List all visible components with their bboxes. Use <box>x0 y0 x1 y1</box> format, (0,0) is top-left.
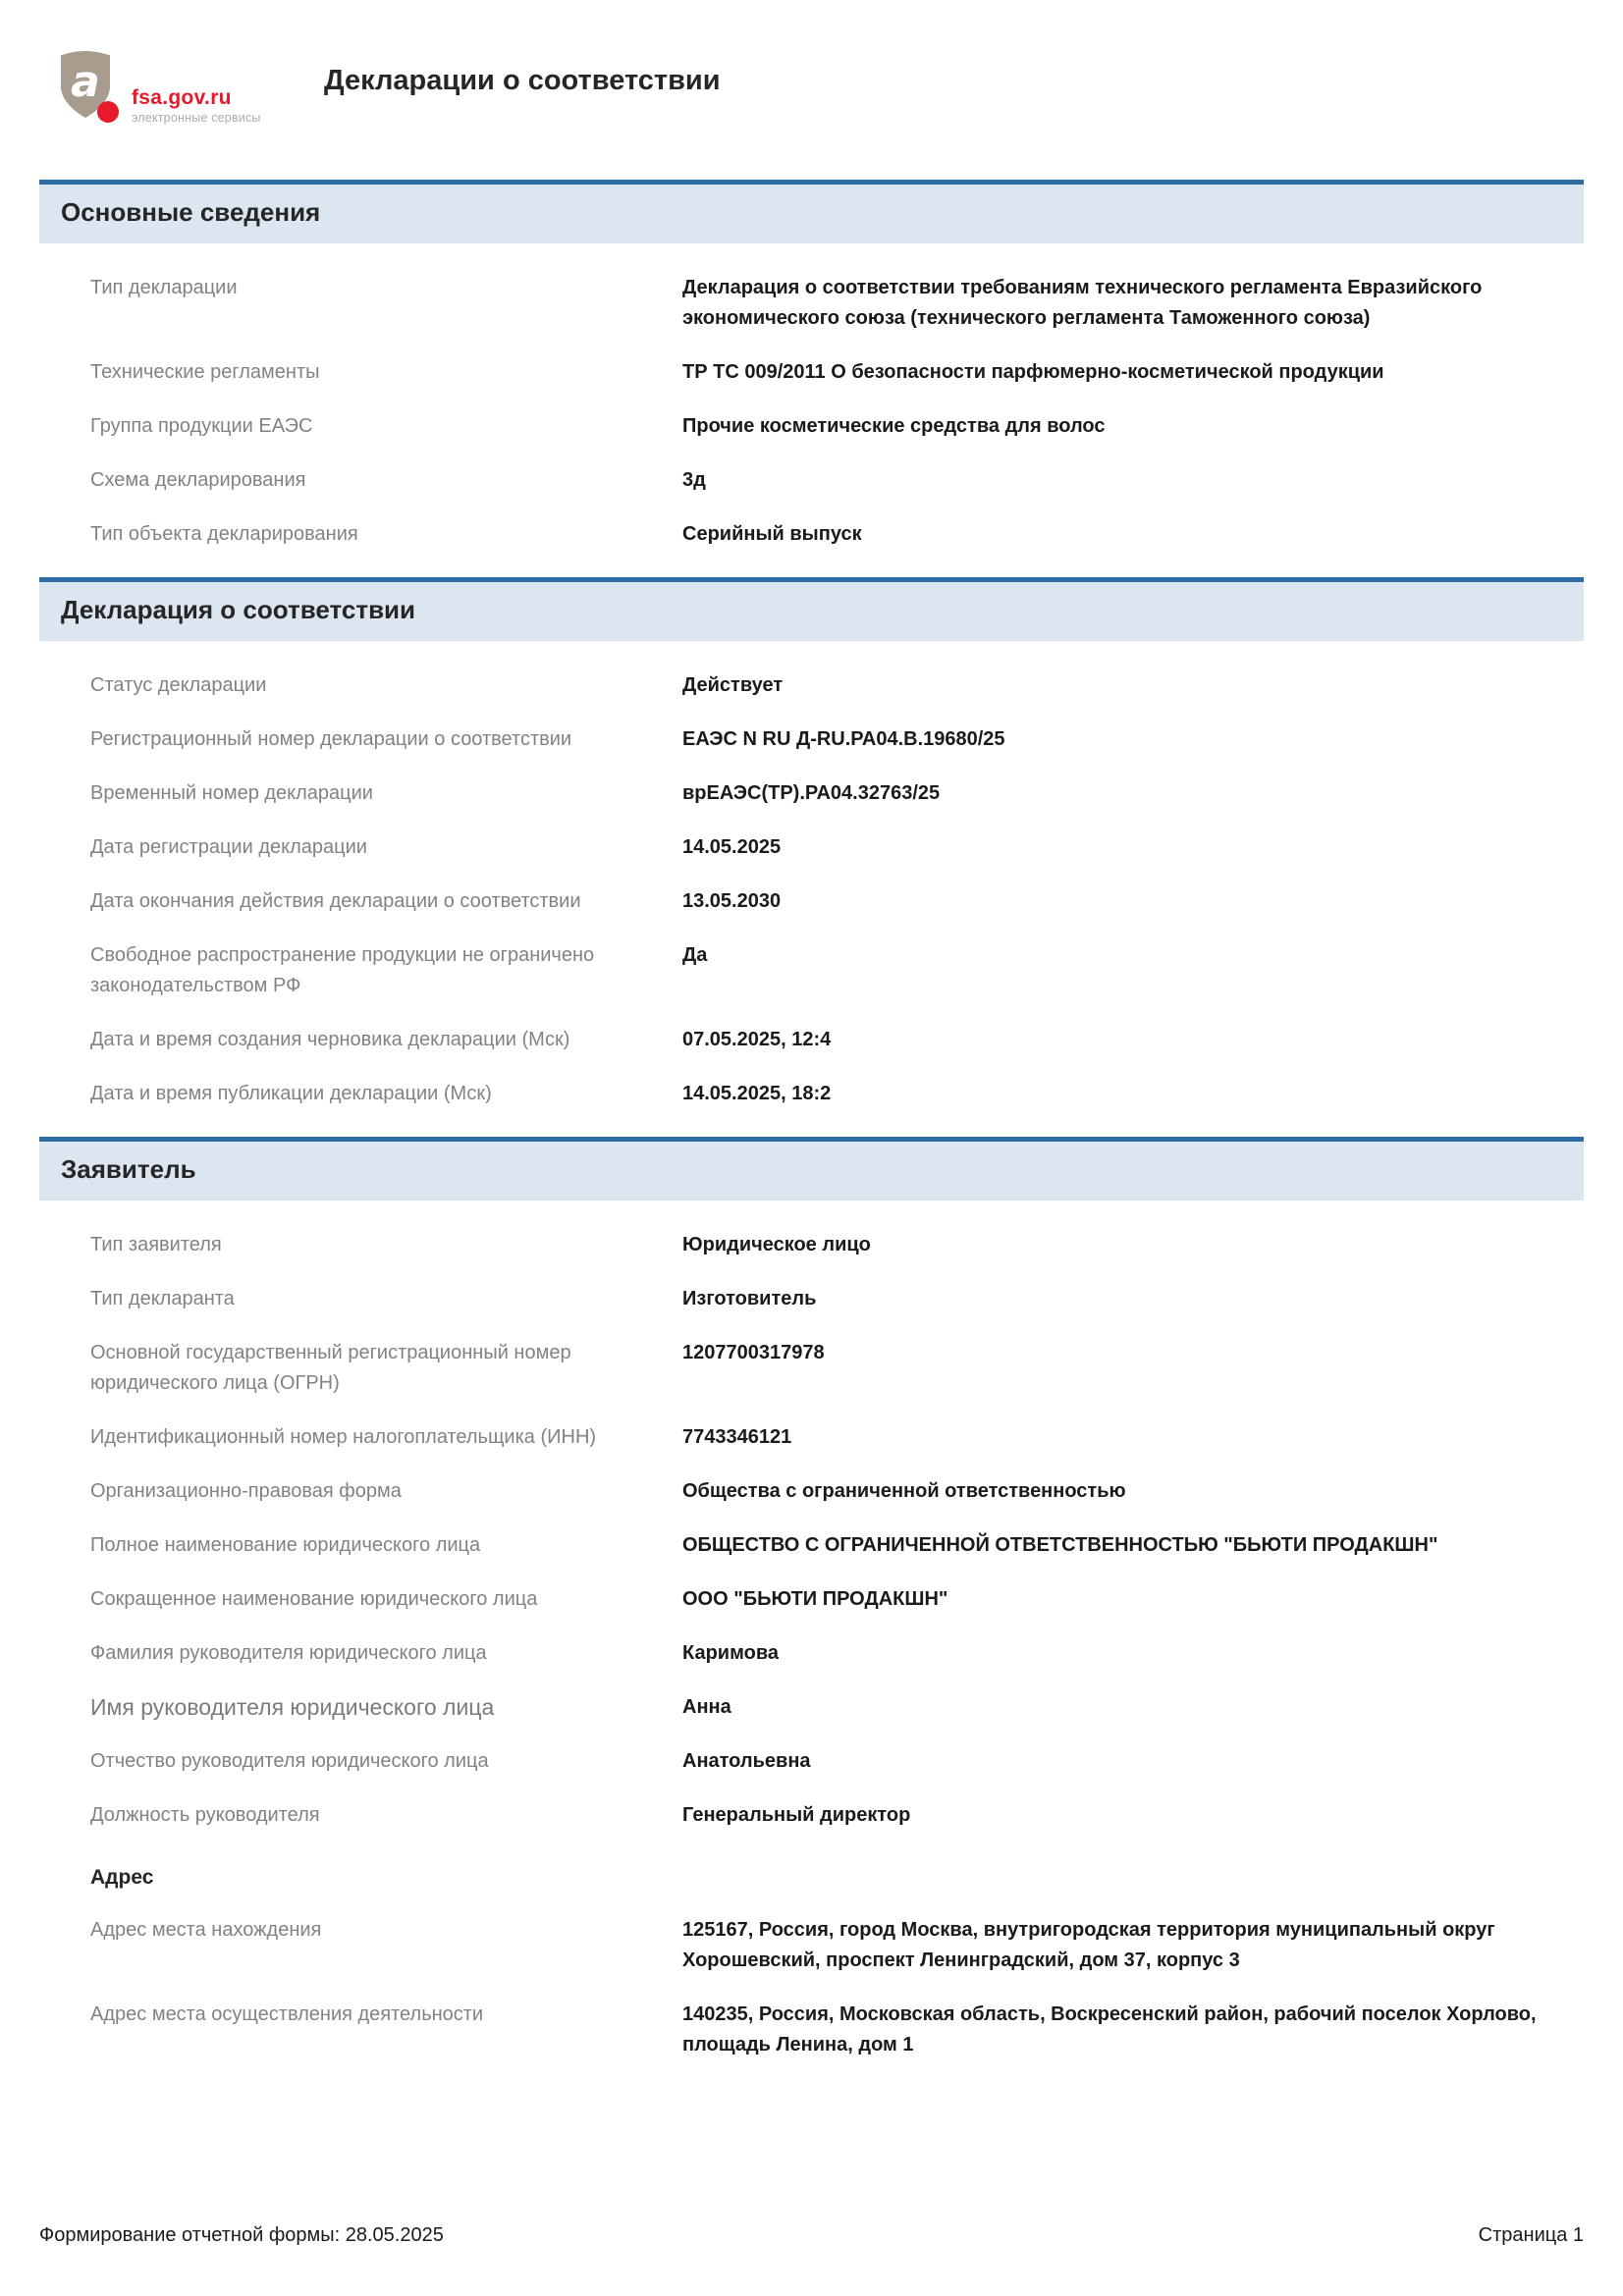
field-label: Полное наименование юридического лица <box>90 1534 481 1556</box>
field-label: Адрес места осуществления деятельности <box>90 2003 484 2025</box>
field-value: 14.05.2025, 18:2 <box>682 1083 832 1104</box>
field-row <box>39 724 1584 755</box>
footer-generated-date: Формирование отчетной формы: 28.05.2025 <box>39 2224 444 2246</box>
field-row <box>39 1230 1584 1260</box>
field-row <box>39 465 1584 496</box>
field-label: Дата и время создания черновика декларации (Мск) <box>90 1029 570 1050</box>
page-title: Декларации о соответствии <box>324 65 721 96</box>
field-value: Декларация о соответствии требованиям технического регламента Евразийского экономического союза (технического регламента Таможенного союза) <box>682 277 1483 329</box>
field-value: Генеральный директор <box>682 1804 911 1826</box>
field-value: ТР ТС 009/2011 О безопасности парфюмерно-косметической продукции <box>682 361 1384 383</box>
field-value: Анатольевна <box>682 1750 811 1772</box>
field-row <box>39 1746 1584 1777</box>
field-row <box>39 1079 1584 1109</box>
section-header: Заявитель <box>39 1137 1584 1201</box>
field-value: Да <box>682 944 708 966</box>
field-label: Статус декларации <box>90 674 267 696</box>
field-label: Фамилия руководителя юридического лица <box>90 1642 487 1664</box>
field-row <box>39 1692 1584 1723</box>
field-label: Дата регистрации декларации <box>90 836 367 858</box>
field-label: Тип декларации <box>90 277 238 298</box>
field-value: Анна <box>682 1696 731 1718</box>
field-label: Группа продукции ЕАЭС <box>90 415 313 437</box>
field-label: Дата окончания действия декларации о соответствии <box>90 890 581 912</box>
field-label: Схема декларирования <box>90 469 306 491</box>
fsa-logo-text <box>132 87 261 125</box>
field-row <box>39 1422 1584 1453</box>
field-value: 13.05.2030 <box>682 890 782 912</box>
field-label: Должность руководителя <box>90 1804 320 1826</box>
field-row <box>39 1476 1584 1507</box>
subsection-heading: Адрес <box>90 1866 154 1889</box>
field-row <box>39 1284 1584 1314</box>
field-label: Временный номер декларации <box>90 782 373 804</box>
field-value: ООО "БЬЮТИ ПРОДАКШН" <box>682 1588 948 1610</box>
field-label: Тип декларанта <box>90 1288 235 1309</box>
field-value: 07.05.2025, 12:4 <box>682 1029 832 1050</box>
section-header: Основные сведения <box>39 180 1584 243</box>
fsa-logo <box>57 49 261 126</box>
field-row <box>39 357 1584 388</box>
field-value: 7743346121 <box>682 1426 792 1448</box>
field-row <box>39 1530 1584 1561</box>
field-value: Каримова <box>682 1642 779 1664</box>
field-row <box>39 519 1584 550</box>
field-label: Основной государственный регистрационный номер юридического лица (ОГРН) <box>90 1342 571 1394</box>
field-row <box>39 1584 1584 1615</box>
field-row <box>39 2000 1584 2060</box>
report-header <box>0 0 1623 180</box>
field-label: Свободное распространение продукции не ограничено законодательством РФ <box>90 944 595 996</box>
field-row <box>39 273 1584 334</box>
field-value: 3д <box>682 469 706 491</box>
field-row <box>39 940 1584 1001</box>
field-row <box>39 886 1584 917</box>
field-row <box>39 411 1584 442</box>
field-value: врЕАЭС(ТР).РА04.32763/25 <box>682 782 941 804</box>
fsa-logo-brand: fsa.gov.ru <box>132 85 232 109</box>
field-row <box>39 1915 1584 1976</box>
field-value: Изготовитель <box>682 1288 817 1309</box>
field-row <box>39 670 1584 701</box>
fsa-shield-icon <box>57 49 122 126</box>
footer-page-number: Страница 1 <box>1478 2224 1584 2246</box>
field-label: Тип объекта декларирования <box>90 523 358 545</box>
field-row <box>39 778 1584 809</box>
field-value: 140235, Россия, Московская область, Воскресенский район, рабочий поселок Хорлово, площадь Ленина, дом 1 <box>682 2003 1537 2056</box>
svg-text:а: а <box>71 57 100 107</box>
field-label: Технические регламенты <box>90 361 320 383</box>
field-label: Отчество руководителя юридического лица <box>90 1750 489 1772</box>
field-value: Серийный выпуск <box>682 523 862 545</box>
field-row <box>39 1025 1584 1055</box>
field-value: Прочие косметические средства для волос <box>682 415 1106 437</box>
field-label: Дата и время публикации декларации (Мск) <box>90 1083 492 1104</box>
section-header: Декларация о соответствии <box>39 577 1584 641</box>
field-value: 125167, Россия, город Москва, внутригородская территория муниципальный округ Хорошевский, проспект Ленинградский, дом 37, корпус 3 <box>682 1919 1495 1971</box>
field-value: Юридическое лицо <box>682 1234 871 1255</box>
field-value: 14.05.2025 <box>682 836 782 858</box>
field-value: ОБЩЕСТВО С ОГРАНИЧЕННОЙ ОТВЕТСТВЕННОСТЬЮ "БЬЮТИ ПРОДАКШН" <box>682 1534 1438 1556</box>
field-label: Имя руководителя юридического лица <box>90 1694 495 1720</box>
field-row <box>39 832 1584 863</box>
field-row <box>39 1638 1584 1669</box>
fsa-logo-tagline: электронные сервисы <box>132 110 261 125</box>
field-value: Действует <box>682 674 784 696</box>
field-label: Тип заявителя <box>90 1234 222 1255</box>
sections <box>39 180 1584 2060</box>
field-row <box>39 1338 1584 1399</box>
field-label: Регистрационный номер декларации о соответствии <box>90 728 572 750</box>
field-row <box>39 1800 1584 1831</box>
field-label: Сокращенное наименование юридического лица <box>90 1588 538 1610</box>
field-label: Организационно-правовая форма <box>90 1480 402 1502</box>
report-footer <box>39 2224 1584 2247</box>
field-label: Адрес места нахождения <box>90 1919 322 1941</box>
field-label: Идентификационный номер налогоплательщика (ИНН) <box>90 1426 597 1448</box>
field-value: 1207700317978 <box>682 1342 825 1363</box>
field-value: Общества с ограниченной ответственностью <box>682 1480 1126 1502</box>
field-value: ЕАЭС N RU Д-RU.РА04.В.19680/25 <box>682 728 1005 750</box>
